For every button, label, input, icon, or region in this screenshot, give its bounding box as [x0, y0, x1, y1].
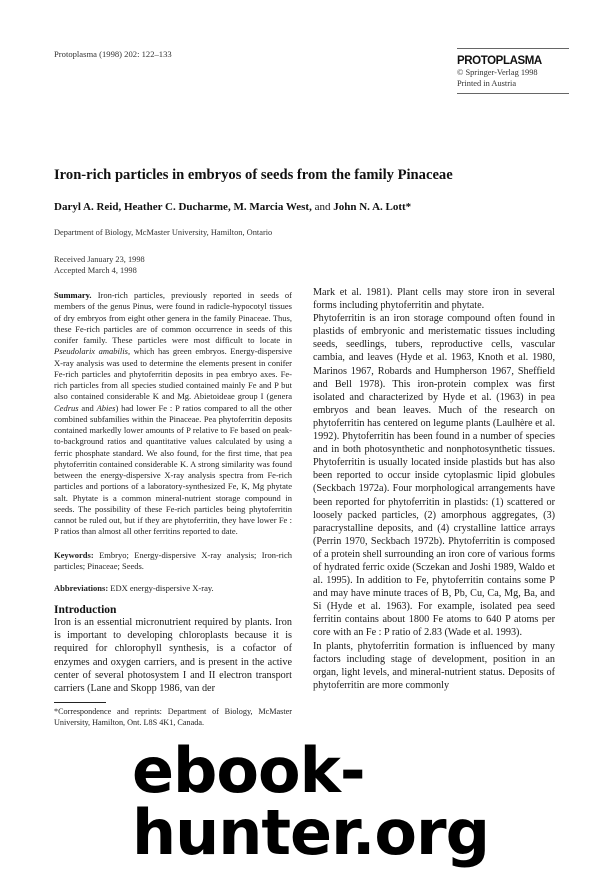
affiliation: Department of Biology, McMaster University, Hamilton, Ontario: [54, 228, 273, 237]
intro-paragraph-4: In plants, phytoferritin formation is influenced by many factors including stage of development, position in an organ, light levels, and mineral-nutrient status. Deposits of phytoferritin are more commonly: [313, 640, 555, 691]
journal-citation: Protoplasma (1998) 202: 122–133: [54, 49, 172, 59]
authors-conjunction: and: [311, 201, 334, 213]
intro-paragraph-2: Mark et al. 1981). Plant cells may store iron in several forms including phytoferritin and phytate.: [313, 287, 555, 312]
author-list: [54, 201, 411, 213]
abbreviations: [54, 583, 292, 594]
watermark-text: ebook-hunter.org: [132, 734, 489, 869]
species-name: Pseudolarix amabilis: [54, 346, 128, 357]
correspondence-footnote: *Correspondence and reprints: Department of Biology, McMaster University, Hamilton, Ont. L8S 4K1, Canada.: [54, 706, 292, 727]
article-title: Iron-rich particles in embryos of seeds from the family Pinaceae: [54, 167, 453, 183]
received-date: Received January 23, 1998: [54, 255, 145, 264]
footnote-divider: [54, 702, 106, 703]
journal-masthead: [457, 48, 569, 94]
corresponding-author: John N. A. Lott*: [333, 201, 412, 213]
summary-text-1: Iron-rich particles, previously reported in seeds of members of the genus Pinus, were found in radicle-hypocotyl tissues of dry embryos from eight other genera in the family Pinaceae. Thus, these Fe-rich particles are of common occurrence in seeds of this conifer family. These particles were most difficult to locate in: [54, 290, 292, 345]
keywords: [54, 550, 292, 573]
right-column: [313, 286, 555, 692]
article-dates: [54, 254, 145, 277]
summary-text-2: , which has green embryos. Energy-dispersive X-ray analysis was used to determine the elements present in conifer Fe-rich particles and phytoferritin deposits in pea embryo axes. Fe-rich particles from all species studied contained mainly Fe and P but also contained considerable K and Mg. Abietoideae group I (genera: [54, 346, 292, 402]
abbreviations-text: EDX energy-dispersive X-ray.: [108, 583, 214, 593]
abbreviations-label: Abbreviations:: [54, 583, 109, 593]
intro-paragraph-1: Iron is an essential micronutrient required by plants. Iron is important to developing chloroplasts because it is required for chlorophyll synthesis, is a cofactor of enzymes and oxygen carriers, and is present in the active center of several photosystem I and II electron transport carriers (Lane and Skopp 1986, van der: [54, 617, 292, 694]
summary-text-3: ) had lower Fe : P ratios compared to all the other combined subfamilies within the Pinaceae. Pea phytoferritin deposits contained markedly lower amounts of P relative to Fe based on peak-to-background ratios and quantitative values calculated by using a ferric phosphate standard. We also found, for the first time, that pea phytoferritin contained considerable K. A strong similarity was found between the energy-dispersive X-ray analysis spectra from Fe-rich particles and portions of a laboratory-synthesized Fe, K, Mg phytate salt. Phytate is a common mineral-nutrient storage compound in seeds. The possibility of these Fe-rich particles being phytoferritin cannot be ruled out, but if they are phytoferritin, they have lower Fe : P ratios than almost all other ferritins reported to date.: [54, 402, 292, 537]
genus-abies: Abies: [96, 402, 116, 413]
authors-group-1: Daryl A. Reid, Heather C. Ducharme, M. Marcia West,: [54, 201, 312, 213]
summary-label: Summary.: [54, 290, 92, 300]
section-heading-introduction: Introduction: [54, 604, 117, 617]
printed-line: Printed in Austria: [457, 79, 517, 88]
summary-abstract: [54, 290, 292, 538]
summary-and: and: [78, 402, 97, 413]
keywords-label: Keywords:: [54, 549, 94, 560]
accepted-date: Accepted March 4, 1998: [54, 266, 137, 276]
copyright-line: © Springer-Verlag 1998: [457, 68, 538, 77]
journal-name: PROTOPLASMA: [457, 55, 542, 67]
genus-cedrus: Cedrus: [54, 402, 79, 413]
intro-paragraph-3: Phytoferritin is an iron storage compound often found in plastids of embryonic and meristematic tissues including seeds, seedlings, tubers, reproductive cells, vascular cambia, and leaves (Hyde et al. 1963, Knoth et al. 1980, Marinos 1967, Robards and Humpherson 1967, Sheffield and Bell 1978). This iron-protein complex was first isolated and characterized by Hyde et al. (1963) in pea embryos and bean leaves. Much of the research on phytoferritin has centered on legume plants (Laulhère et al. 1992). Phytoferritin has been found in a number of species and in both photosynthetic and nonphotosynthetic tissues. Phytoferritin is usually located inside plastids but has also been reported to occur inside cytoplasmic lipid globules (Seckbach 1972a). Four morphological arrangements have been reported for phytoferritin in plastids: (1) scattered or loosely packed particles, (2) amorphous aggregates, (3) paracrystalline deposits, and (4) crystalline lattice arrays (Perrin 1970, Seckbach 1972b). Phytoferritin is composed of a protein shell surrounding an iron core of various forms of hydrated ferric oxide (Sczekan and Joshi 1989, Waldo et al. 1995). In addition to Fe, phytoferritin contains some P and may have minute traces of B, Pb, Cu, Ca, Mg, Ba, and Si (Hyde et al. 1963). For example, isolated pea seed ferritin contains about 1800 Fe atoms to 640 P atoms per core with an Fe : P ratio of 2.83 (Wade et al. 1993).: [313, 313, 555, 639]
left-column: [54, 290, 292, 728]
keywords-text: Embryo; Energy-dispersive X-ray analysis; Iron-rich particles; Pinaceae; Seeds.: [54, 549, 292, 571]
